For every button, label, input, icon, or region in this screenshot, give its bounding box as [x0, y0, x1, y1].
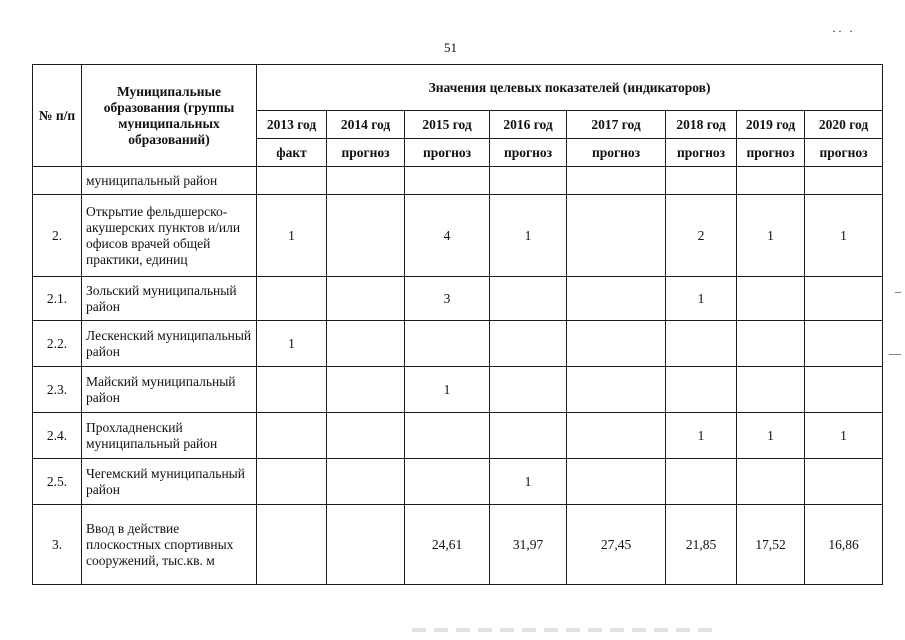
header-kind: прогноз [567, 139, 666, 167]
value-cell [327, 459, 405, 505]
value-cell: 27,45 [567, 505, 666, 585]
value-cell [805, 459, 883, 505]
value-cell [405, 167, 490, 195]
value-cell [405, 321, 490, 367]
margin-mark: — [889, 346, 901, 360]
header-kind: прогноз [405, 139, 490, 167]
value-cell: 1 [257, 321, 327, 367]
value-cell [327, 195, 405, 277]
value-cell [405, 413, 490, 459]
value-cell [737, 321, 805, 367]
row-municipality: Прохладненский муниципальный район [82, 413, 257, 459]
row-municipality: Ввод в действие плоскостных спортивных сооружений, тыс.кв. м [82, 505, 257, 585]
header-kind: прогноз [666, 139, 737, 167]
value-cell: 4 [405, 195, 490, 277]
row-number: 2.1. [33, 277, 82, 321]
value-cell [737, 277, 805, 321]
value-cell: 1 [666, 277, 737, 321]
value-cell [567, 367, 666, 413]
value-cell [737, 167, 805, 195]
value-cell: 1 [666, 413, 737, 459]
indicators-table [32, 64, 883, 585]
value-cell [805, 321, 883, 367]
margin-mark: – [895, 284, 901, 298]
value-cell: 1 [737, 195, 805, 277]
value-cell: 16,86 [805, 505, 883, 585]
header-year: 2017 год [567, 111, 666, 139]
value-cell: 24,61 [405, 505, 490, 585]
value-cell [737, 459, 805, 505]
value-cell: 31,97 [490, 505, 567, 585]
value-cell: 1 [490, 195, 567, 277]
value-cell [567, 195, 666, 277]
table-row [33, 505, 883, 585]
row-number: 2.3. [33, 367, 82, 413]
value-cell [257, 167, 327, 195]
header-kind: прогноз [805, 139, 883, 167]
header-kind: прогноз [327, 139, 405, 167]
row-municipality: Открытие фельдшерско-акушерских пунктов и/или офисов врачей общей практики, единиц [82, 195, 257, 277]
value-cell: 1 [805, 413, 883, 459]
value-cell [567, 277, 666, 321]
value-cell: 1 [257, 195, 327, 277]
value-cell [567, 413, 666, 459]
value-cell: 3 [405, 277, 490, 321]
header-kind: факт [257, 139, 327, 167]
value-cell [327, 321, 405, 367]
value-cell [257, 367, 327, 413]
value-cell: 21,85 [666, 505, 737, 585]
value-cell [490, 413, 567, 459]
value-cell [257, 277, 327, 321]
value-cell [327, 413, 405, 459]
header-values: Значения целевых показателей (индикаторов) [257, 65, 883, 111]
header-year: 2014 год [327, 111, 405, 139]
value-cell [327, 277, 405, 321]
value-cell [666, 321, 737, 367]
value-cell: 1 [405, 367, 490, 413]
value-cell [490, 167, 567, 195]
value-cell [805, 367, 883, 413]
header-kind: прогноз [490, 139, 567, 167]
header-year: 2013 год [257, 111, 327, 139]
row-number: 2.5. [33, 459, 82, 505]
value-cell [327, 367, 405, 413]
value-cell [737, 367, 805, 413]
header-year: 2019 год [737, 111, 805, 139]
table-row [33, 413, 883, 459]
row-number: 2. [33, 195, 82, 277]
value-cell [567, 459, 666, 505]
value-cell [567, 321, 666, 367]
value-cell [327, 167, 405, 195]
row-municipality: Лескенский муниципальный район [82, 321, 257, 367]
scan-marks: ·· · [832, 24, 855, 38]
header-municipality: Муниципальные образования (группы муниципальных образований) [82, 65, 257, 167]
value-cell: 1 [805, 195, 883, 277]
value-cell [666, 367, 737, 413]
value-cell [490, 277, 567, 321]
table-row [33, 367, 883, 413]
value-cell [666, 167, 737, 195]
header-year: 2018 год [666, 111, 737, 139]
value-cell [327, 505, 405, 585]
header-year: 2015 год [405, 111, 490, 139]
page-number: 51 [444, 40, 457, 55]
row-number: 2.2. [33, 321, 82, 367]
header-num: № п/п [33, 65, 82, 167]
row-municipality: Зольский муниципальный район [82, 277, 257, 321]
value-cell [567, 167, 666, 195]
value-cell [805, 277, 883, 321]
value-cell: 17,52 [737, 505, 805, 585]
value-cell: 1 [490, 459, 567, 505]
header-year: 2016 год [490, 111, 567, 139]
value-cell [666, 459, 737, 505]
value-cell [257, 413, 327, 459]
value-cell: 2 [666, 195, 737, 277]
row-municipality: Чегемский муниципальный район [82, 459, 257, 505]
scan-noise [412, 628, 712, 632]
value-cell [257, 505, 327, 585]
header-year: 2020 год [805, 111, 883, 139]
table-row [33, 459, 883, 505]
row-municipality: муниципальный район [82, 167, 257, 195]
value-cell: 1 [737, 413, 805, 459]
value-cell [405, 459, 490, 505]
value-cell [805, 167, 883, 195]
table-row [33, 195, 883, 277]
value-cell [490, 367, 567, 413]
header-kind: прогноз [737, 139, 805, 167]
value-cell [257, 459, 327, 505]
value-cell [490, 321, 567, 367]
table-row [33, 321, 883, 367]
table-row [33, 277, 883, 321]
row-number: 3. [33, 505, 82, 585]
row-number [33, 167, 82, 195]
row-municipality: Майский муниципальный район [82, 367, 257, 413]
row-number: 2.4. [33, 413, 82, 459]
table-row [33, 167, 883, 195]
